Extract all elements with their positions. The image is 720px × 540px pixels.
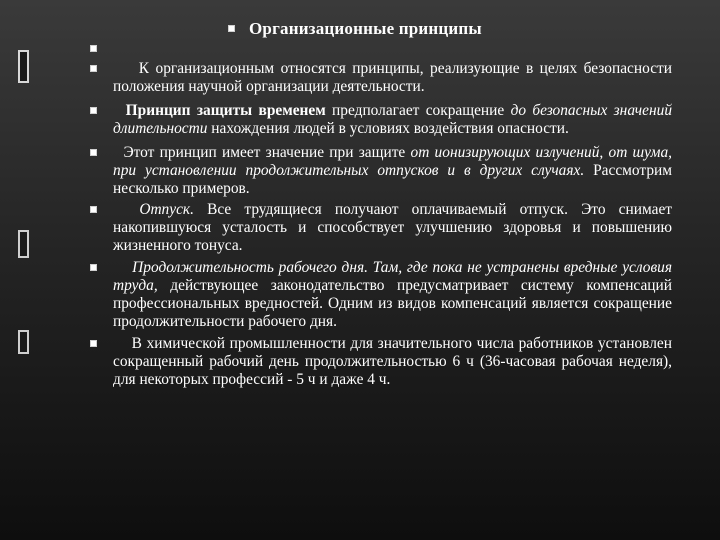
slide-title: Организационные принципы [249, 19, 482, 38]
bullet-list [90, 40, 672, 389]
text-run: действующее законодательство предусматривает систему компенсаций профессиональных вредностей. Одним из видов компенсаций является сокращение продолжительности рабочего дня. [113, 277, 672, 330]
text-run-italic: от ионизирующих излучений, от шума, при установлении продолжительных отпусков и в других случаях. [113, 144, 672, 179]
square-bullet-icon [90, 149, 97, 156]
title-row [228, 19, 482, 39]
square-bullet-icon [90, 206, 97, 213]
text-run: предполагает сокращение [325, 102, 511, 119]
edge-stripe-decoration [18, 330, 29, 354]
text-run: Все трудящиеся получают оплачиваемый отпуск. Это снимает накопившуюся усталость и способствует улучшению здоровья и повышению жизненного тонуса. [113, 201, 672, 254]
list-item [90, 60, 672, 96]
list-item-empty [90, 40, 672, 58]
square-bullet-icon [90, 107, 97, 114]
paragraph-text [113, 335, 672, 389]
text-run: нахождения людей в условиях воздействия опасности. [207, 120, 569, 137]
edge-stripe-decoration [18, 230, 29, 258]
square-bullet-icon [90, 340, 97, 347]
square-bullet-icon [90, 65, 97, 72]
list-item [90, 259, 672, 331]
list-item [90, 201, 672, 255]
text-run-italic: Отпуск. [139, 201, 194, 218]
text-run: Рассмотрим несколько примеров. [113, 162, 672, 197]
paragraph-text [113, 259, 672, 331]
list-item [90, 335, 672, 389]
text-run: Этот принцип имеет значение при защите [123, 144, 411, 161]
square-bullet-icon [228, 25, 235, 32]
paragraph-text [113, 60, 672, 96]
list-item [90, 102, 672, 138]
paragraph-text [113, 144, 672, 198]
text-run-italic: Продолжительность рабочего дня. Там, где пока не устранены вредные условия труда, [113, 259, 673, 294]
edge-stripe-decoration [18, 50, 29, 83]
text-run-italic: до безопасных значений длительности [113, 102, 673, 137]
text-run-bold: Принцип защиты временем [125, 102, 326, 119]
square-bullet-icon [90, 45, 97, 52]
paragraph-text [113, 201, 672, 255]
paragraph-text [113, 102, 672, 138]
text-run: К организационным относятся принципы, реализующие в целях безопасности положения научной организации деятельности. [113, 60, 672, 95]
square-bullet-icon [90, 264, 97, 271]
text-run: В химической промышленности для значительного числа работников установлен сокращенный рабочий день продолжительностью 6 ч (36-часовая рабочая неделя), для некоторых профессий - 5 ч и даже 4 ч. [113, 335, 672, 388]
list-item [90, 144, 672, 198]
